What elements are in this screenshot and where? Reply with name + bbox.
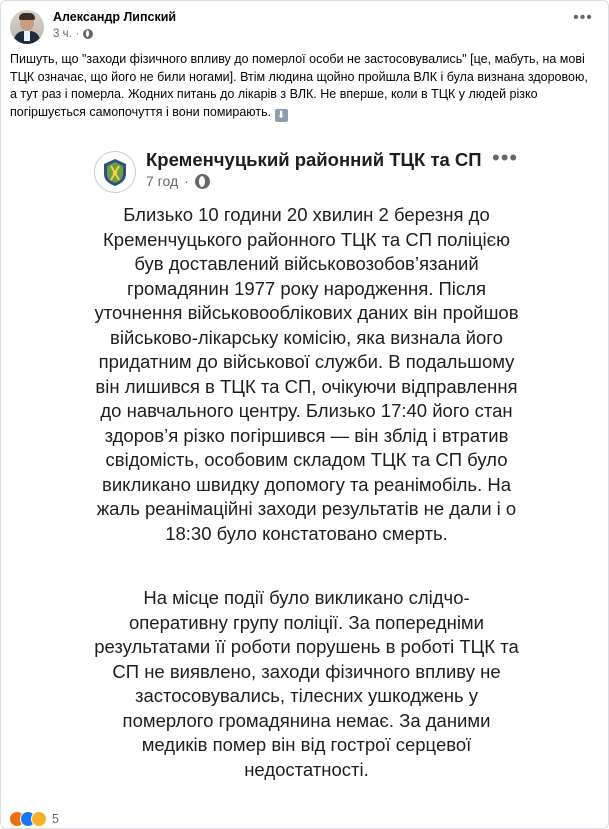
reaction-count[interactable]: 5	[52, 812, 59, 826]
author-avatar[interactable]	[10, 10, 44, 44]
meta-separator: ·	[75, 28, 80, 40]
author-name[interactable]: Александр Липский	[53, 10, 177, 24]
post-time[interactable]: 3 ч.	[53, 28, 72, 40]
post-text-body: Пишуть, що "заходи фізичного впливу до померлої особи не застосовувались" [це, мабуть, на мові ТЦК означає, що його не били ногами]. Втім людина щойно пройшла ВЛК і була визнана здоровою, а тут раз і померла. Жодних питань до лікарів з ВЛК. Не вперше, коли в ТЦК у людей різко погіршується самопочуття і вони помирають.	[10, 52, 588, 119]
shared-post-time: 7 год	[146, 173, 179, 189]
post-meta	[53, 28, 93, 40]
sad-reaction-icon	[31, 811, 47, 827]
more-options-icon[interactable]: •••	[573, 9, 593, 26]
globe-icon	[195, 174, 210, 189]
down-arrow-icon: ⬇	[275, 109, 288, 122]
reactions-bar[interactable]	[9, 811, 59, 827]
shared-post-image[interactable]	[84, 138, 524, 806]
shared-paragraph-1: Близько 10 години 20 хвилин 2 березня до Кременчуцького районного ТЦК та СП поліцією був доставлений військовозобов’язаний громадянин 1977 року народження. Після уточнення військовооблікових даних він пройшов військово-лікарську комісію, яка визнала його придатним до військової служби. В подальшому він лишився в ТЦК та СП, очікуючи відправлення до навчального центру. Близько 17:40 його стан здоров’я різко погіршився — він зблід і втратив свідомість, особовим складом ТЦК та СП було викликано швидку допомогу та реанімобіль. На жаль реанімаційні заходи результатів не дали і о 18:30 було констатовано смерть.	[94, 204, 519, 544]
meta-separator: ·	[184, 173, 189, 189]
more-options-icon: •••	[492, 145, 519, 170]
post-text	[10, 51, 598, 122]
shared-paragraph-2: На місце події було викликано слідчо-оперативну групу поліції. За попередніми результатами її роботи порушень в роботі ТЦК та СП не виявлено, заходи фізичного впливу не застосовувались, тілесних ушкоджень у померлого громадянина немає. За даними медиків помер він від гострої серцевої недостатності.	[94, 587, 519, 780]
shared-post-meta	[146, 173, 210, 189]
page-emblem-icon	[94, 151, 136, 193]
globe-icon	[83, 29, 93, 39]
shared-page-name: Кременчуцький районний ТЦК та СП	[146, 149, 482, 170]
